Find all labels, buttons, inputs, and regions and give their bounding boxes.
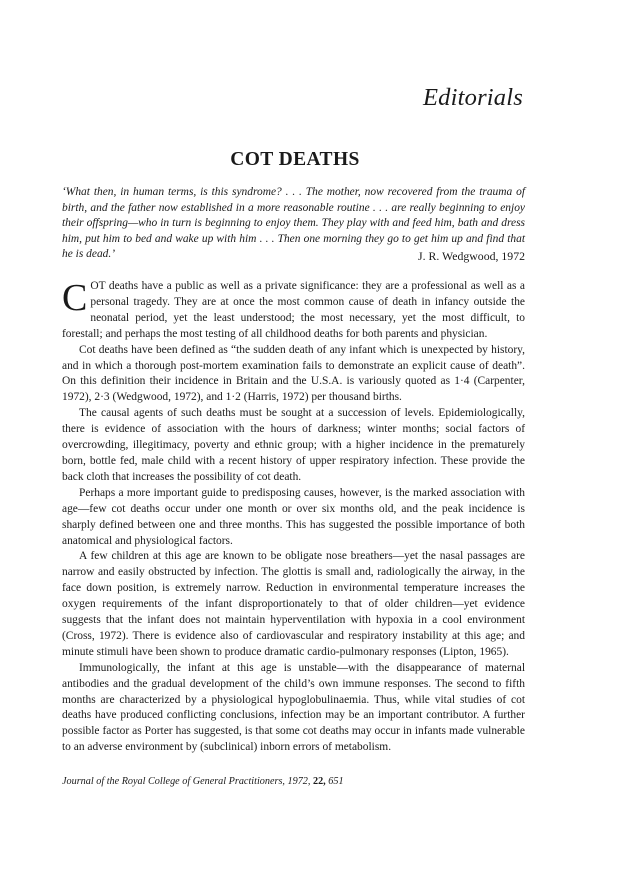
drop-cap: C — [62, 277, 88, 319]
paragraph-1-text: OT deaths have a public as well as a private significance: they are a professional as well as a personal tragedy. They are at once the most common cause of death in infancy outside the neonatal period, yet the least understood; the most necessary, yet the most difficult, to forestall; and perhaps the most testing of all childhood deaths for both parents and physician. — [62, 280, 525, 340]
epigraph-quote: ‘What then, in human terms, is this syndrome? . . . The mother, now recovered from the trauma of birth, and the father now established in a more reasonable routine . . . are really beginning to enjoy their offspring—who in turn is beginning to enjoy them. They play with and feed him, bath and dress him, put him to bed and wake up with him . . . Then one morning they go to get him up and find that he is dead.’ — [62, 186, 525, 261]
journal-volume: 22, — [312, 776, 326, 787]
section-heading: Editorials — [422, 84, 523, 111]
article-body — [62, 279, 525, 756]
journal-name: Journal of the Royal College of General Practitioners, 1972, — [62, 776, 311, 787]
paragraph-3: The causal agents of such deaths must be sought at a succession of levels. Epidemiologically, there is evidence of association with the hours of darkness; winter months; social factors of overcrowding, illegitimacy, poverty and ethnic group; with a higher incidence in the prematurely born, bottle fed, male child with a recent history of upper respiratory infection. These provide the back cloth that increases the possibility of cot death. — [62, 407, 525, 483]
epigraph-attribution: J. R. Wedgwood, 1972 — [418, 249, 525, 263]
journal-citation — [62, 776, 344, 787]
paragraph-2: Cot deaths have been defined as “the sudden death of any infant which is unexpected by history, and in which a thorough post-mortem examination fails to demonstrate an explicit cause of death”. On this definition their incidence in Britain and the U.S.A. is variously quoted as 1·4 (Carpenter, 1972), 2·3 (Wedgwood, 1972), and 1·2 (Harris, 1972) per thousand births. — [62, 343, 525, 404]
paragraph-6: Immunologically, the infant at this age is unstable—with the disappearance of maternal antibodies and the gradual development of the child’s own immune responses. The second to fifth months are characterized by a physiological hypoglobulinaemia. Thus, while vital studies of cot deaths have produced conflicting conclusions, infection may be an important contributor. A further possible factor as Porter has suggested, is that some cot deaths may occur in infants made vulnerable to an adverse environment by (subclinical) inborn errors of metabolism. — [62, 661, 525, 754]
paragraph-4: Perhaps a more important guide to predisposing causes, however, is the marked association with age—few cot deaths occur under one month or over six months old, and the peak incidence is sharply defined between one and three months. This has suggested the possible importance of both anatomical and physiological factors. — [62, 486, 525, 547]
paragraph-1 — [62, 279, 525, 343]
paragraph-5: A few children at this age are known to be obligate nose breathers—yet the nasal passages are narrow and easily obstructed by infection. The glottis is small and, radiologically the airway, in the face down position, is extremely narrow. Reduction in environmental temperature increases the oxygen requirements of the infant disproportionately to that of older children—yet evidence suggests that the infant does not maintain hyperventilation with hypoxia in a cool environment (Cross, 1972). There is evidence also of cardiovascular and respiratory instability at this age; and minute stimuli have been shown to produce dramatic cardio-pulmonary responses (Lipton, 1965). — [62, 550, 525, 658]
article-title: COT DEATHS — [230, 149, 360, 170]
journal-page-number: 651 — [328, 776, 344, 787]
